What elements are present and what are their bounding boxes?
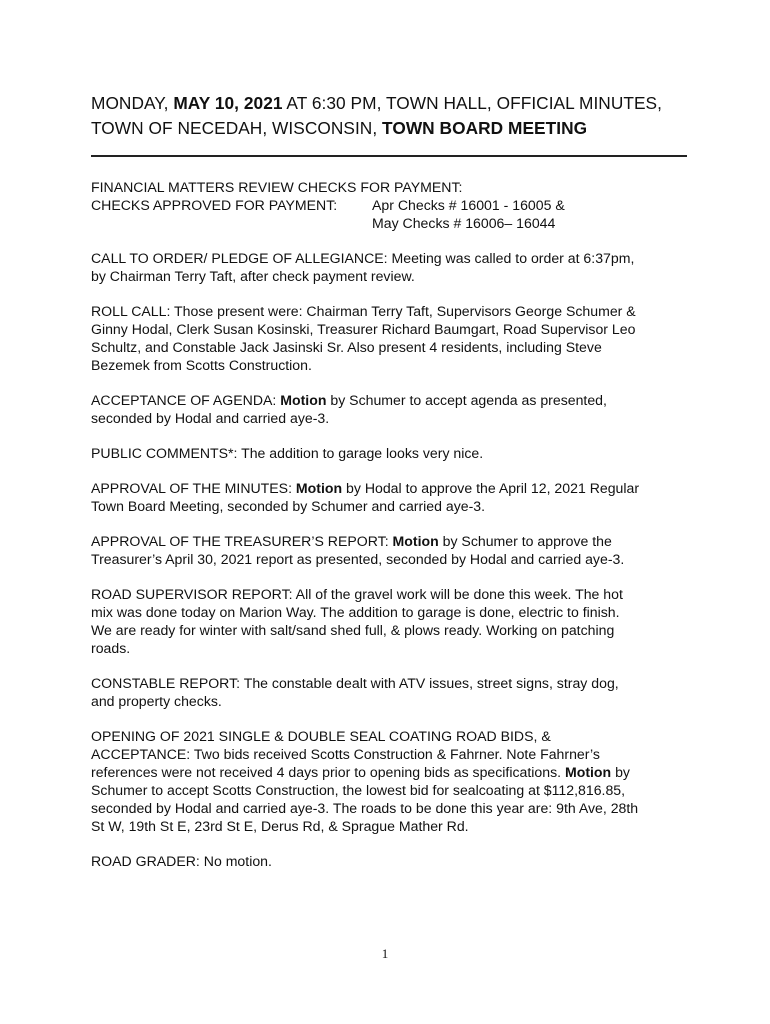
road-supervisor-section bbox=[91, 585, 691, 657]
seal-coating-line: ACCEPTANCE: Two bids received Scotts Construction & Fahrner. Note Fahrner’s bbox=[91, 746, 600, 762]
header-divider bbox=[91, 155, 687, 157]
constable-line-2: and property checks. bbox=[91, 693, 222, 709]
minutes-body bbox=[91, 178, 691, 887]
road-supervisor-line: mix was done today on Marion Way. The addition to garage is done, electric to finish. bbox=[91, 604, 620, 620]
title-prefix: MONDAY, bbox=[91, 93, 174, 113]
roll-call-line: Bezemek from Scotts Construction. bbox=[91, 357, 312, 373]
agenda-line-1 bbox=[91, 391, 691, 409]
minutes-text: by Hodal to approve the April 12, 2021 Regular bbox=[342, 480, 640, 496]
financial-section bbox=[91, 178, 691, 232]
minutes-line-2: Town Board Meeting, seconded by Schumer and carried aye-3. bbox=[91, 498, 486, 514]
seal-coating-line: seconded by Hodal and carried aye-3. The roads to be done this year are: 9th Ave, 28th bbox=[91, 800, 639, 816]
checks-approved-label: CHECKS APPROVED FOR PAYMENT: bbox=[91, 197, 338, 213]
treasurer-line-1 bbox=[91, 532, 691, 550]
call-to-order-line-2: by Chairman Terry Taft, after check payment review. bbox=[91, 268, 415, 284]
meeting-date: MAY 10, 2021 bbox=[173, 93, 283, 113]
road-grader-section bbox=[91, 852, 691, 870]
motion-label: Motion bbox=[564, 764, 612, 780]
seal-coating-line: Schumer to accept Scotts Construction, the lowest bid for sealcoating at $112,816.85, bbox=[91, 782, 626, 798]
minutes-approval-section bbox=[91, 479, 691, 515]
financial-heading: FINANCIAL MATTERS REVIEW CHECKS FOR PAYMENT: bbox=[91, 179, 463, 195]
roll-call-line: Schultz, and Constable Jack Jasinski Sr. Also present 4 residents, including Steve bbox=[91, 339, 602, 355]
constable-section bbox=[91, 674, 691, 710]
roll-call-section bbox=[91, 302, 691, 374]
seal-coating-text: by bbox=[611, 764, 630, 780]
minutes-heading: APPROVAL OF THE MINUTES: bbox=[91, 480, 296, 496]
may-checks: May Checks # 16006– 16044 bbox=[372, 215, 556, 231]
road-grader-text: ROAD GRADER: No motion. bbox=[91, 853, 272, 869]
agenda-section bbox=[91, 391, 691, 427]
constable-line-1: CONSTABLE REPORT: The constable dealt with ATV issues, street signs, stray dog, bbox=[91, 675, 619, 691]
treasurer-heading: APPROVAL OF THE TREASURER’S REPORT: bbox=[91, 533, 393, 549]
page-number: 1 bbox=[381, 946, 389, 961]
document-header bbox=[91, 91, 691, 141]
title-line-2 bbox=[91, 116, 691, 141]
title-town: TOWN OF NECEDAH, WISCONSIN, bbox=[91, 118, 383, 138]
minutes-line-1 bbox=[91, 479, 691, 497]
seal-coating-line bbox=[91, 763, 691, 781]
motion-label: Motion bbox=[295, 480, 343, 496]
agenda-line-2: seconded by Hodal and carried aye-3. bbox=[91, 410, 330, 426]
agenda-text: by Schumer to accept agenda as presented, bbox=[326, 392, 607, 408]
treasurer-text: by Schumer to approve the bbox=[438, 533, 612, 549]
treasurer-section bbox=[91, 532, 691, 568]
road-supervisor-line: ROAD SUPERVISOR REPORT: All of the gravel work will be done this week. The hot bbox=[91, 586, 623, 602]
roll-call-line: Ginny Hodal, Clerk Susan Kosinski, Treasurer Richard Baumgart, Road Supervisor Leo bbox=[91, 321, 636, 337]
seal-coating-line: St W, 19th St E, 23rd St E, Derus Rd, & Sprague Mather Rd. bbox=[91, 818, 469, 834]
motion-label: Motion bbox=[280, 392, 327, 408]
motion-label: Motion bbox=[392, 533, 439, 549]
treasurer-line-2: Treasurer’s April 30, 2021 report as presented, seconded by Hodal and carried aye-3. bbox=[91, 551, 625, 567]
apr-checks: Apr Checks # 16001 - 16005 & bbox=[372, 197, 565, 213]
roll-call-line: ROLL CALL: Those present were: Chairman Terry Taft, Supervisors George Schumer & bbox=[91, 303, 636, 319]
public-comments-text: PUBLIC COMMENTS*: The addition to garage looks very nice. bbox=[91, 445, 484, 461]
page-title bbox=[91, 91, 691, 141]
public-comments-section bbox=[91, 444, 691, 462]
agenda-heading: ACCEPTANCE OF AGENDA: bbox=[91, 392, 281, 408]
checks-approved-line bbox=[91, 196, 691, 214]
call-to-order-section bbox=[91, 249, 691, 285]
seal-coating-section bbox=[91, 727, 691, 835]
meeting-type: TOWN BOARD MEETING bbox=[382, 118, 588, 138]
road-supervisor-line: We are ready for winter with salt/sand shed full, & plows ready. Working on patching bbox=[91, 622, 615, 638]
road-supervisor-line: roads. bbox=[91, 640, 131, 656]
title-line-1 bbox=[91, 91, 691, 116]
title-location: AT 6:30 PM, TOWN HALL, OFFICIAL MINUTES, bbox=[282, 93, 662, 113]
call-to-order-line-1: CALL TO ORDER/ PLEDGE OF ALLEGIANCE: Meeting was called to order at 6:37pm, bbox=[91, 250, 635, 266]
seal-coating-heading: OPENING OF 2021 SINGLE & DOUBLE SEAL COATING ROAD BIDS, & bbox=[91, 728, 551, 744]
seal-coating-text: references were not received 4 days prior to opening bids as specifications. bbox=[91, 764, 565, 780]
